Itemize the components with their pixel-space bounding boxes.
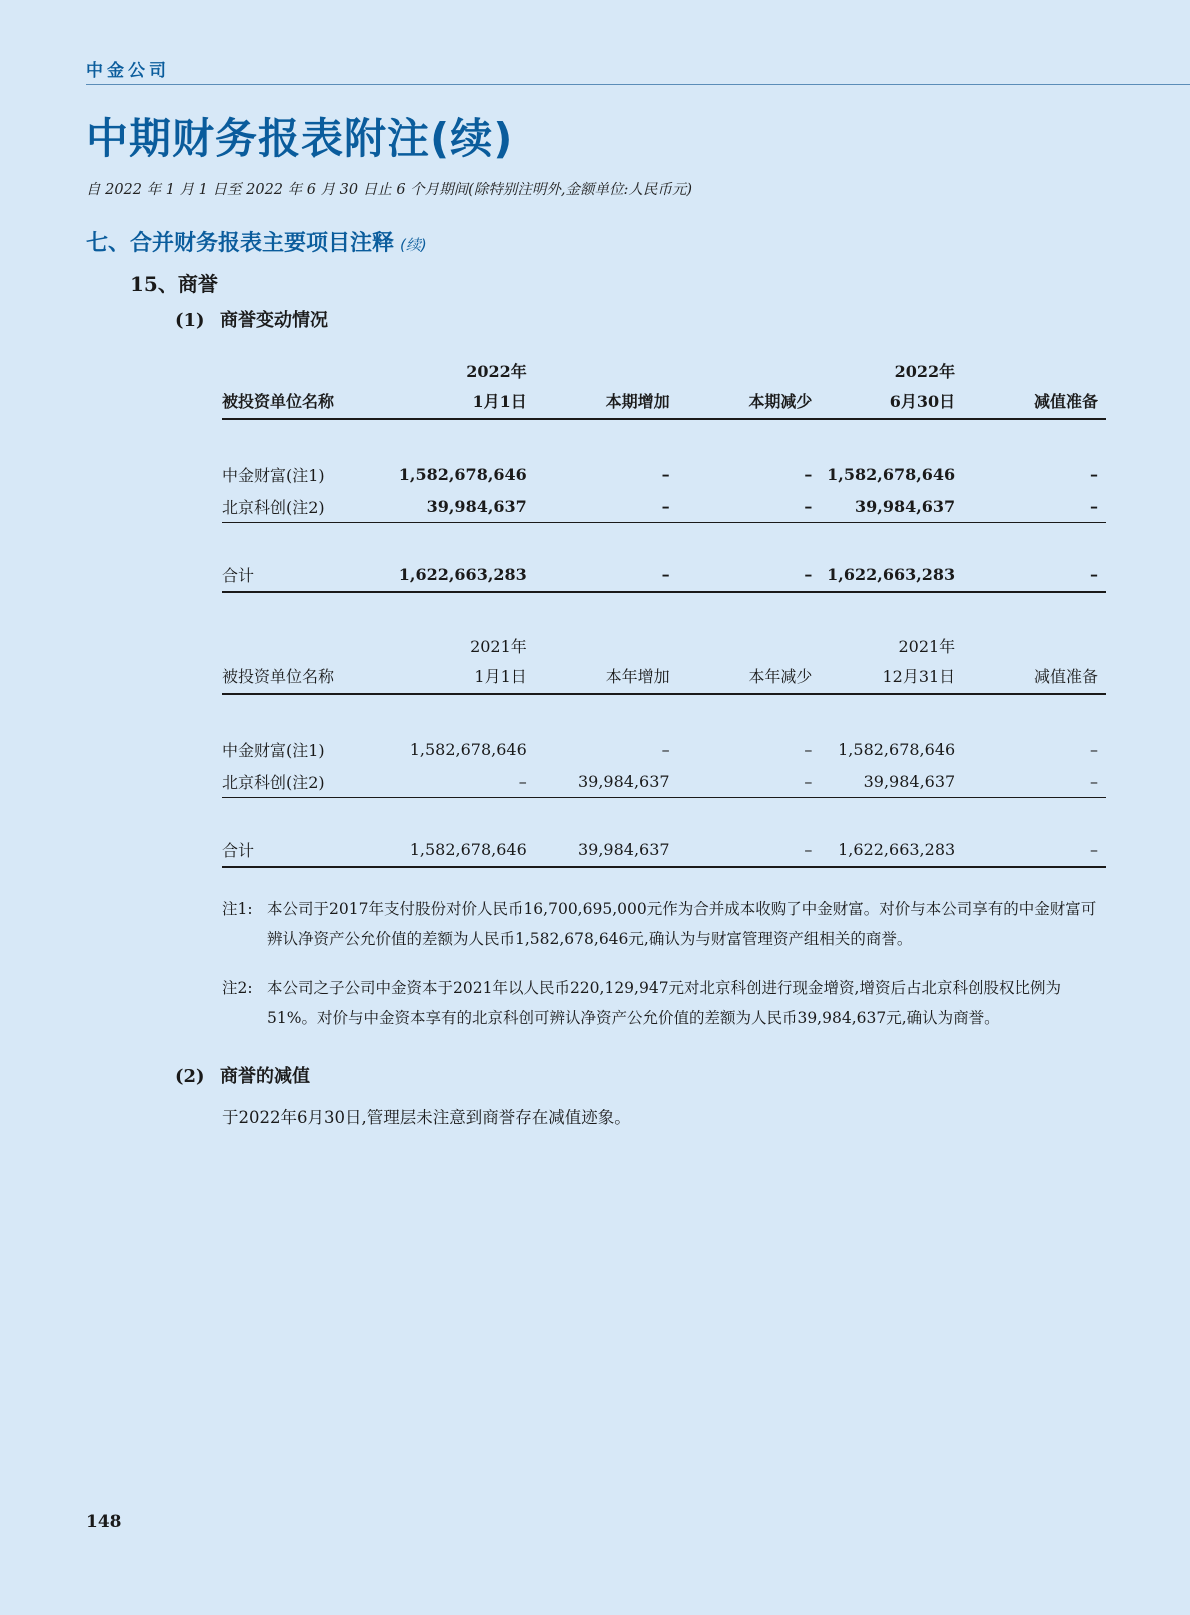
table-cell: 1,622,663,283 <box>820 557 963 592</box>
header-cell: 减值准备 <box>963 657 1106 694</box>
table-cell: 北京科创(注2) <box>222 765 392 798</box>
total-row <box>222 557 1106 592</box>
table-row <box>222 458 1106 490</box>
header-cell: 1月1日 <box>392 382 535 419</box>
note-text: 本公司于2017年支付股份对价人民币16,700,695,000元作为合并成本收购了中金财富。对价与本公司享有的中金财富可辨认净资产公允价值的差额为人民币1,582,678,646元,确认为与财富管理资产组相关的商誉。 <box>267 900 1097 948</box>
part2-title: 商誉的减值 <box>220 1066 310 1087</box>
table-cell: – <box>963 765 1106 798</box>
company-name: 中金公司 <box>86 61 170 81</box>
table-row <box>222 733 1106 765</box>
header-cell <box>535 350 678 382</box>
header-cell <box>963 625 1106 657</box>
part1-heading <box>175 306 328 332</box>
header-cell: 2022年 <box>466 362 527 381</box>
table-cell: – <box>661 464 670 484</box>
page-number: 148 <box>86 1512 122 1532</box>
table-cell: – <box>963 557 1106 592</box>
table-cell: 39,984,637 <box>820 490 963 523</box>
table-header-row <box>222 350 1106 382</box>
header-cell <box>535 625 678 657</box>
table-cell: 北京科创(注2) <box>222 490 392 523</box>
table-cell: 中金财富(注1) <box>222 465 325 485</box>
table-row <box>222 490 1106 523</box>
spacer-row <box>222 419 1106 458</box>
table-cell: – <box>678 557 821 592</box>
header-cell <box>222 350 392 382</box>
table-cell: 1,582,678,646 <box>827 464 956 484</box>
table-cell: – <box>678 490 821 523</box>
section-title-text: 七、合并财务报表主要项目注释 <box>86 231 395 256</box>
header-cell: 2021年 <box>470 637 527 656</box>
table-cell: 1,582,678,646 <box>392 832 535 867</box>
note-text: 本公司之子公司中金资本于2021年以人民币220,129,947元对北京科创进行现金增资,增资后占北京科创股权比例为51%。对价与中金资本享有的北京科创可辨认净资产公允价值的差额为人民币39,984,637元,确认为商誉。 <box>267 979 1061 1027</box>
header-cell: 6月30日 <box>820 382 963 419</box>
table-cell: 39,984,637 <box>820 765 963 798</box>
header-cell: 1月1日 <box>392 657 535 694</box>
table-cell: 1,582,678,646 <box>838 739 956 759</box>
note-1 <box>222 894 1106 954</box>
header-cell <box>678 625 821 657</box>
table-cell: – <box>678 765 821 798</box>
header-rule <box>86 84 1190 85</box>
spacer-row <box>222 523 1106 558</box>
table-cell: 1,622,663,283 <box>820 832 963 867</box>
table-cell: – <box>661 739 670 759</box>
table-cell: 39,984,637 <box>392 490 535 523</box>
table-cell: – <box>1090 739 1098 759</box>
table-header-row <box>222 657 1106 694</box>
header-cell: 本年增加 <box>535 657 678 694</box>
table-cell: – <box>963 832 1106 867</box>
impairment-statement: 于2022年6月30日,管理层未注意到商誉存在减值迹象。 <box>222 1108 631 1127</box>
table-cell: 39,984,637 <box>535 832 678 867</box>
header-cell: 本期增加 <box>535 382 678 419</box>
part2-number: (2) <box>175 1066 205 1087</box>
table-cell: – <box>678 832 821 867</box>
spacer-row <box>222 694 1106 733</box>
table-cell: – <box>535 490 678 523</box>
header-cell <box>678 350 821 382</box>
subsection-title: 15、商誉 <box>130 272 218 296</box>
table-cell: – <box>392 765 535 798</box>
table-cell: 1,582,678,646 <box>398 464 527 484</box>
section-title <box>86 226 427 257</box>
goodwill-table-2021 <box>222 625 1106 868</box>
table-header-row <box>222 625 1106 657</box>
table-row <box>222 765 1106 798</box>
goodwill-table-2022 <box>222 350 1106 593</box>
header-cell <box>222 625 392 657</box>
note-2 <box>222 973 1106 1033</box>
part2-heading <box>175 1062 310 1088</box>
table-cell: 中金财富(注1) <box>222 740 325 760</box>
note-label: 注1: <box>222 900 253 918</box>
table-header-row <box>222 382 1106 419</box>
header-cell: 12月31日 <box>820 657 963 694</box>
period-note: 自 2022 年 1 月 1 日至 2022 年 6 月 30 日止 6 个月期间(除特别注明外,金额单位:人民币元) <box>86 182 692 198</box>
header-cell: 减值准备 <box>963 382 1106 419</box>
spacer-row <box>222 798 1106 833</box>
header-cell <box>963 350 1106 382</box>
header-cell: 本期减少 <box>678 382 821 419</box>
section-continued: (续) <box>400 236 427 254</box>
table-cell: – <box>804 464 813 484</box>
table-cell: 39,984,637 <box>535 765 678 798</box>
header-cell: 2021年 <box>898 637 956 656</box>
table-cell: – <box>535 557 678 592</box>
table-cell: – <box>1090 464 1098 484</box>
table-cell: – <box>804 739 813 759</box>
note-label: 注2: <box>222 979 253 997</box>
part1-title: 商誉变动情况 <box>220 310 328 331</box>
table-cell: 合计 <box>222 832 392 867</box>
header-cell: 被投资单位名称 <box>222 382 392 419</box>
total-row <box>222 832 1106 867</box>
part1-number: (1) <box>175 310 205 331</box>
table-cell: 1,622,663,283 <box>392 557 535 592</box>
header-cell: 本年减少 <box>678 657 821 694</box>
table-cell: 合计 <box>222 557 392 592</box>
header-cell: 2022年 <box>894 362 956 381</box>
page-title: 中期财务报表附注(续) <box>86 114 514 163</box>
table-cell: 1,582,678,646 <box>409 739 527 759</box>
table-cell: – <box>963 490 1106 523</box>
header-cell: 被投资单位名称 <box>222 657 392 694</box>
